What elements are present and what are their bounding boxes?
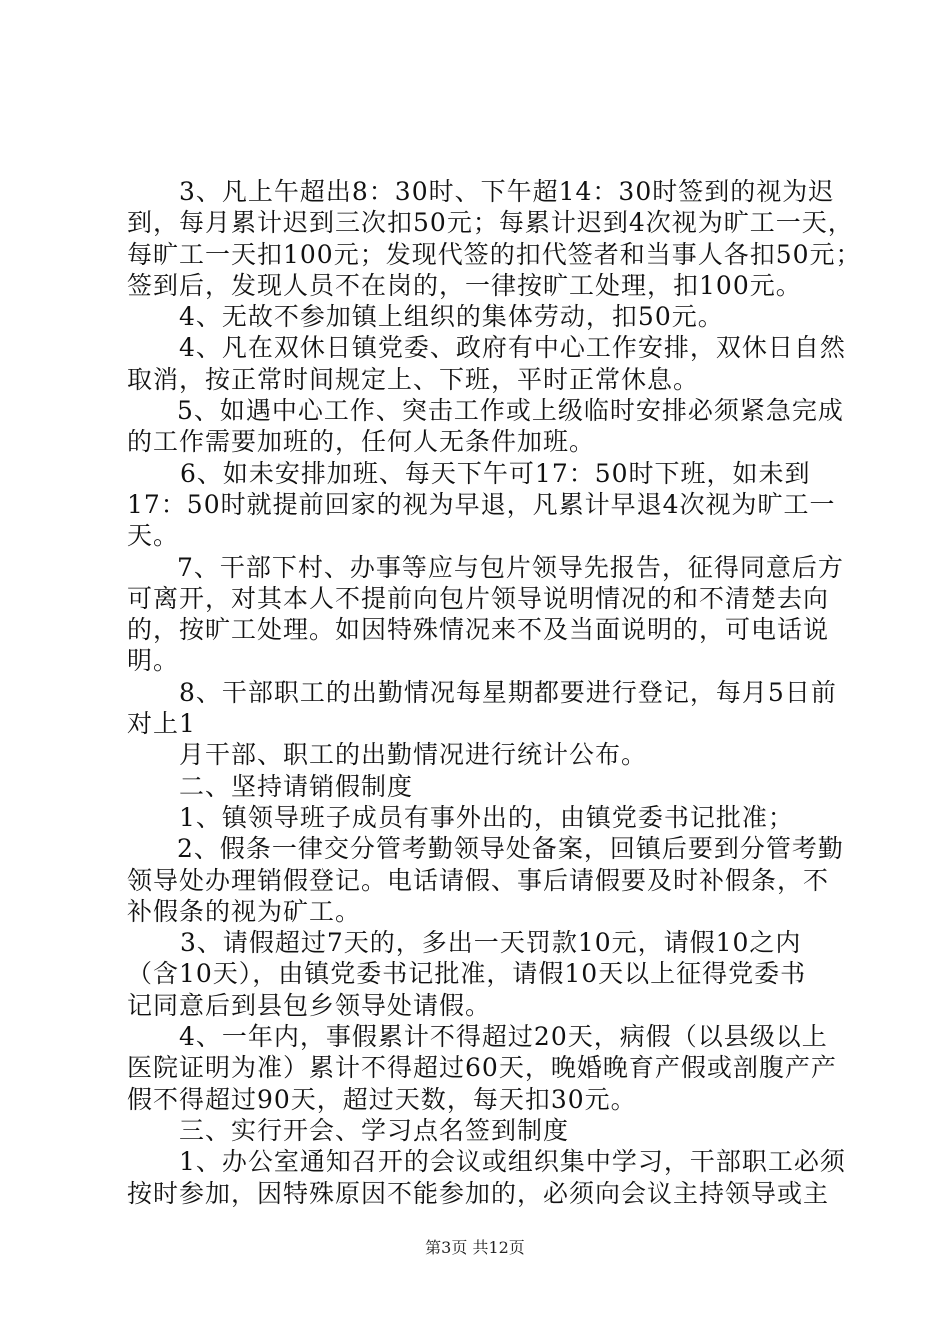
document-line: 1、镇领导班子成员有事外出的，由镇党委书记批准； xyxy=(179,802,794,832)
document-line: 天。 xyxy=(127,521,180,551)
document-line: 明。 xyxy=(127,646,180,676)
document-line: 1、办公室通知召开的会议或组织集中学习，干部职工必须 xyxy=(179,1147,846,1177)
document-line: 医院证明为准）累计不得超过60天，晚婚晚育产假或剖腹产产 xyxy=(127,1053,837,1083)
document-line: 月干部、职工的出勤情况进行统计公布。 xyxy=(179,740,648,770)
document-line: 4、一年内，事假累计不得超过20天，病假（以县级以上 xyxy=(179,1022,828,1052)
document-line: 三、实行开会、学习点名签到制度 xyxy=(179,1115,570,1145)
document-line: 8、干部职工的出勤情况每星期都要进行登记，每月5日前 xyxy=(179,677,837,707)
document-line: 取消，按正常时间规定上、下班，平时正常休息。 xyxy=(127,364,700,394)
document-line: 3、请假超过7天的，多出一天罚款10元，请假10之内 xyxy=(180,928,802,958)
page-footer: 第3页 共12页 xyxy=(425,1238,525,1257)
document-line: 按时参加，因特殊原因不能参加的，必须向会议主持领导或主 xyxy=(127,1178,830,1208)
document-line: 签到后，发现人员不在岗的，一律按旷工处理，扣100元。 xyxy=(127,270,802,300)
document-line: 的工作需要加班的，任何人无条件加班。 xyxy=(127,427,596,457)
document-line: 5、如遇中心工作、突击工作或上级临时安排必须紧急完成 xyxy=(177,396,844,426)
document-line: 假不得超过90天，超过天数，每天扣30元。 xyxy=(127,1084,637,1114)
document-line: 6、如未安排加班、每天下午可17：50时下班，如未到 xyxy=(180,458,811,488)
document-line: 17：50时就提前回家的视为早退，凡累计早退4次视为旷工一 xyxy=(127,489,836,519)
document-line: （含10天），由镇党委书记批准，请假10天以上征得党委书 xyxy=(127,959,807,989)
document-line: 7、干部下村、办事等应与包片领导先报告，征得同意后方 xyxy=(177,552,844,582)
document-line: 领导处办理销假登记。电话请假、事后请假要及时补假条，不 xyxy=(127,865,830,895)
document-line: 二、坚持请销假制度 xyxy=(179,771,414,801)
document-line: 到，每月累计迟到三次扣50元；每累计迟到4次视为旷工一天， xyxy=(127,208,854,238)
document-body xyxy=(127,176,862,1209)
document-line: 可离开，对其本人不提前向包片领导说明情况的和不清楚去向 xyxy=(127,583,830,613)
document-line: 每旷工一天扣100元；发现代签的扣代签者和当事人各扣50元； xyxy=(127,239,862,269)
document-line: 记同意后到县包乡领导处请假。 xyxy=(127,990,492,1020)
document-line: 4、无故不参加镇上组织的集体劳动，扣50元。 xyxy=(179,302,724,332)
document-line: 3、凡上午超出8：30时、下午超14：30时签到的视为迟 xyxy=(179,177,835,206)
document-line: 补假条的视为矿工。 xyxy=(127,896,362,926)
document-line: 对上1 xyxy=(127,709,196,739)
document-line: 4、凡在双休日镇党委、政府有中心工作安排，双休日自然 xyxy=(179,333,846,363)
document-line: 2、假条一律交分管考勤领导处备案，回镇后要到分管考勤 xyxy=(177,834,844,864)
document-line: 的，按旷工处理。如因特殊情况来不及当面说明的，可电话说 xyxy=(127,615,830,645)
